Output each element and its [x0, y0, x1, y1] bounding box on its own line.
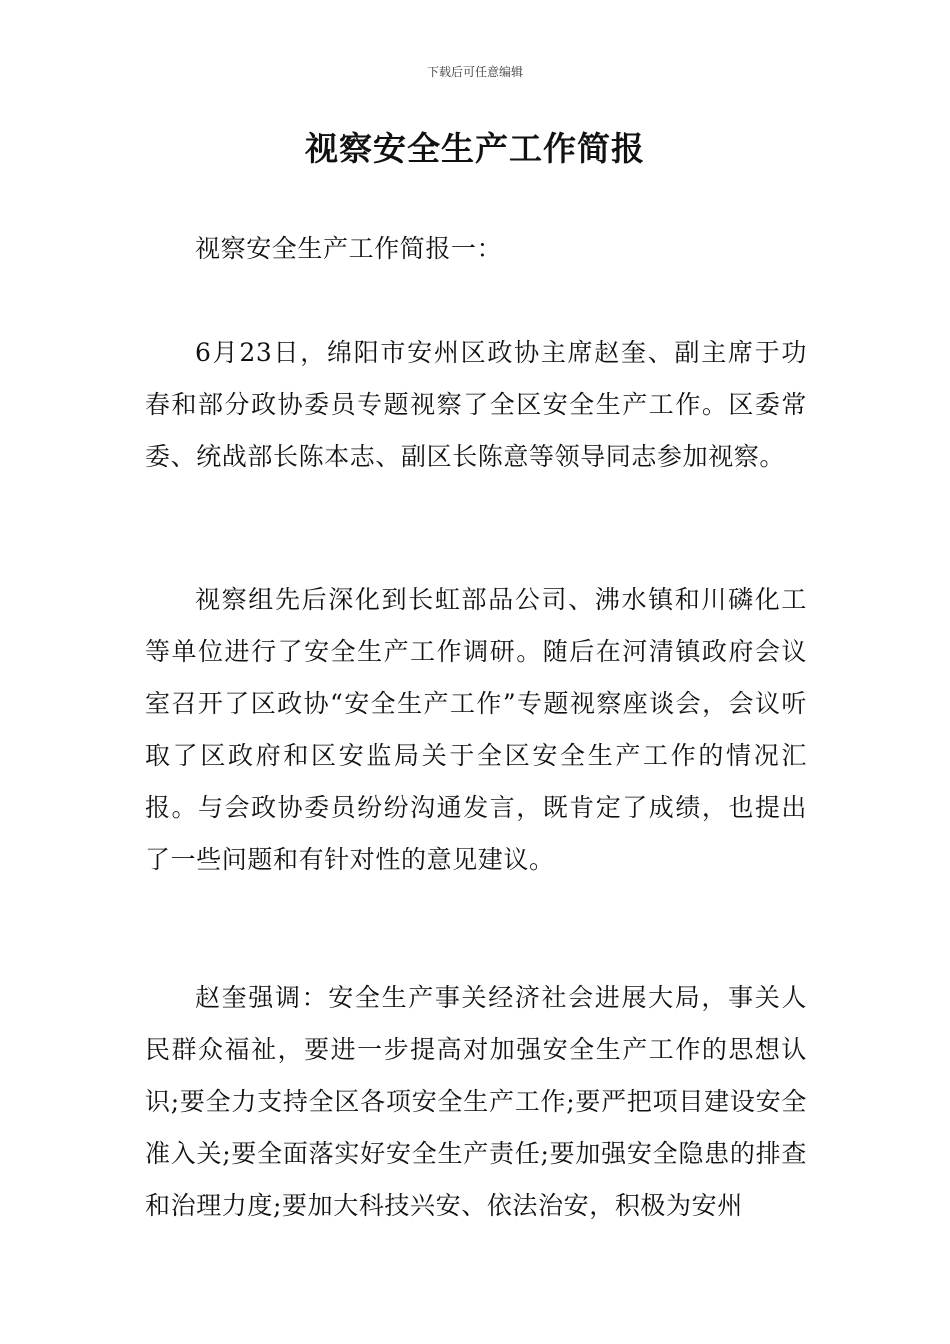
paragraph-text: 赵奎强调：安全生产事关经济社会进展大局，事关人民群众福祉，要进一步提高对加强安全生产工作的思想认识;要全力支持全区各项安全生产工作;要严把项目建设安全准入关;要全面落实好安全生产责任;要加强安全隐患的排查和治理力度;要加大科技兴安、依法治安，积极为安州 [145, 983, 807, 1220]
paragraph-text: 视察组先后深化到长虹部品公司、沸水镇和川磷化工等单位进行了安全生产工作调研。随后在河清镇政府会议室召开了区政协“安全生产工作”专题视察座谈会，会议听取了区政府和区安监局关于全区安全生产工作的情况汇报。与会政协委员纷纷沟通发言，既肯定了成绩，也提出了一些问题和有针对性的意见建议。 [145, 585, 807, 874]
paragraph-1 [145, 327, 807, 483]
section-heading-text: 视察安全生产工作简报一： [195, 234, 503, 263]
section-heading [145, 223, 807, 275]
document-title: 视察安全生产工作简报 [305, 129, 645, 168]
paragraph-2 [145, 574, 807, 886]
paragraph-3 [145, 972, 807, 1232]
paragraph-text: 6月23日，绵阳市安州区政协主席赵奎、副主席于功春和部分政协委员专题视察了全区安全生产工作。区委常委、统战部长陈本志、副区长陈意等领导同志参加视察。 [145, 338, 807, 471]
page-header-note: 下载后可任意编辑 [426, 65, 523, 79]
